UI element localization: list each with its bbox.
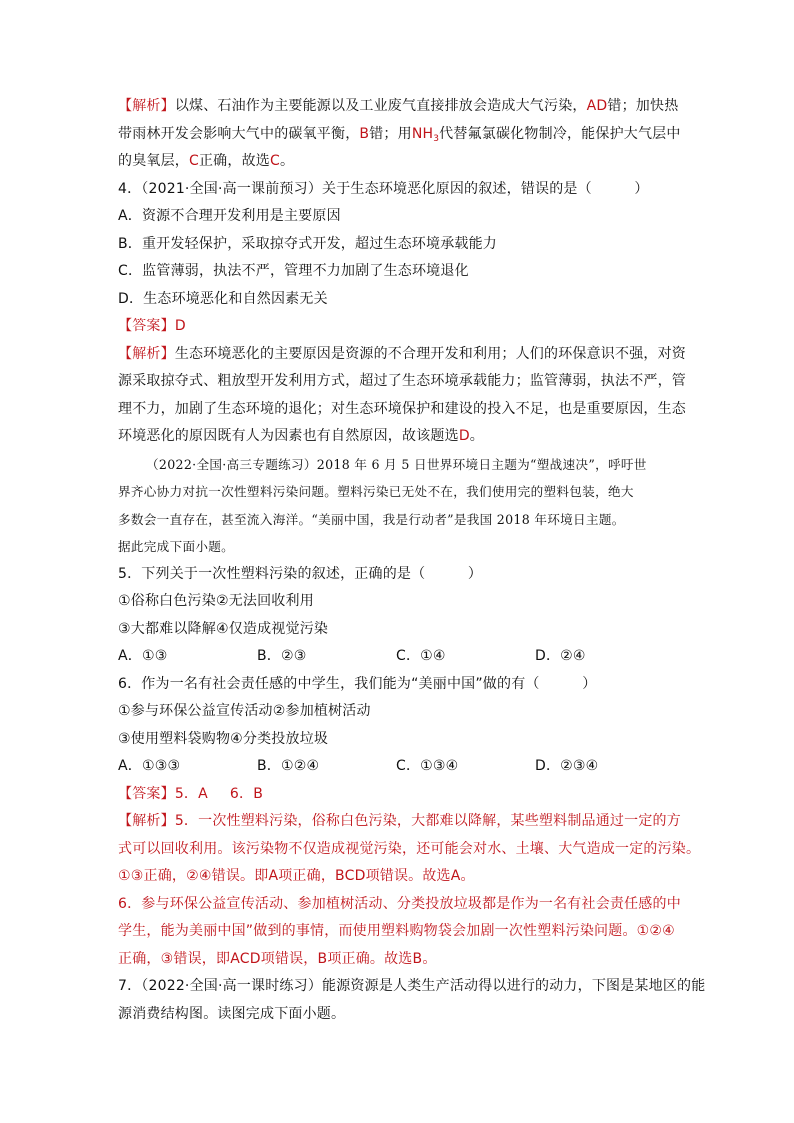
- q6-statements-2: ③使用塑料袋购物④分类投放垃圾: [118, 730, 329, 747]
- q4-option-a: A．资源不合理开发利用是主要原因: [118, 208, 341, 224]
- q6-option-c: C．①③④: [396, 758, 459, 774]
- q5-option-b: B．②③: [257, 648, 307, 664]
- q5-statements-1: ①俗称白色污染②无法回收利用: [118, 593, 314, 609]
- q6-statements-1: ①参与环保公益宣传活动②参加植树活动: [118, 703, 371, 719]
- q5-option-a: A．①③: [118, 648, 168, 664]
- q4-analysis-line-4: 环境恶化的原因既有人为因素也有自然原因，故该题选D。: [118, 428, 484, 444]
- material-line-3: 多数会一直存在，甚至流入海洋。“美丽中国，我是行动者”是我国 2018 年环境日主题。: [118, 511, 625, 527]
- q3-analysis-line-2: 带雨林开发会影响大气中的碳氧平衡，B错；用$NH_3$代替氟氯碳化物制冷，能保护大气层中: [118, 125, 681, 144]
- q5-6-analysis-line-5: 学生，能为美丽中国”做到的事情，而使用塑料购物袋会加剧一次性塑料污染问题。①②④: [118, 923, 675, 939]
- answer-label: 【答案】: [118, 785, 175, 802]
- analysis-label: 【解析】: [118, 345, 175, 362]
- q5-stem: 5．下列关于一次性塑料污染的叙述，正确的是（ ）: [118, 565, 483, 582]
- q6-options: [118, 753, 678, 781]
- q4-option-d: D．生态环境恶化和自然因素无关: [118, 290, 328, 307]
- analysis-label: 【解析】: [118, 98, 175, 114]
- q4-option-c: C．监管薄弱，执法不严，管理不力加剧了生态环境退化: [118, 263, 469, 279]
- q6-option-d: D．②③④: [535, 758, 599, 774]
- q4-analysis-line-2: 源采取掠夺式、粗放型开发利用方式，超过了生态环境承载能力；监管薄弱，执法不严，管: [118, 373, 686, 389]
- q4-stem: 4．（2021·全国·高一课前预习）关于生态环境恶化原因的叙述，错误的是（ ）: [118, 180, 649, 197]
- q7-stem-line-1: 7．（2022·全国·高一课时练习）能源资源是人类生产活动得以进行的动力，下图是某地区的能: [118, 978, 706, 994]
- q5-option-c: C．①④: [396, 648, 446, 664]
- q5-6-analysis-line-4: 6．参与环保公益宣传活动、参加植树活动、分类投放垃圾都是作为一名有社会责任感的中: [118, 895, 681, 912]
- q5-6-analysis-line-3: ①③正确，②④错误。即A项正确，BCD项错误。故选A。: [118, 868, 475, 884]
- q6-option-a: A．①③③: [118, 758, 181, 774]
- q5-statements-2: ③大都难以降解④仅造成视觉污染: [118, 620, 329, 637]
- q5-6-analysis-line-2: 式可以回收利用。该污染物不仅造成视觉污染，还可能会对水、土壤、大气造成一定的污染。: [118, 840, 701, 857]
- q6-option-b: B．①②④: [257, 758, 320, 774]
- q5-6-analysis-line-1: 【解析】5．一次性塑料污染，俗称白色污染，大都难以降解，某些塑料制品通过一定的方: [118, 813, 681, 829]
- q6-stem: 6．作为一名有社会责任感的中学生，我们能为“美丽中国”做的有（ ）: [118, 675, 597, 692]
- material-line-4: 据此完成下面小题。: [118, 539, 235, 554]
- material-line-1: （2022·全国·高三专题练习）2018 年 6 月 5 日世界环境日主题为“塑战速决”，呼吁世: [146, 456, 647, 472]
- q4-option-b: B．重开发轻保护，采取掠夺式开发，超过生态环境承载能力: [118, 235, 498, 252]
- q5-options: [118, 643, 678, 671]
- material-line-2: 界齐心协力对抗一次性塑料污染问题。塑料污染已无处不在，我们使用完的塑料包装，绝大: [118, 484, 634, 499]
- document-page: [118, 93, 706, 1028]
- q4-answer: 【答案】D: [118, 318, 186, 334]
- q5-6-analysis-line-6: 正确，③错误，即ACD项错误，B项正确。故选B。: [118, 950, 437, 967]
- q3-analysis-line-1: 【解析】以煤、石油作为主要能源以及工业废气直接排放会造成大气污染，AD错；加快热: [118, 98, 679, 114]
- q5-option-d: D．②④: [535, 648, 586, 664]
- q4-analysis-line-3: 理不力，加剧了生态环境的退化；对生态环境保护和建设的投入不足，也是重要原因，生态: [118, 400, 686, 417]
- q5-6-answer: 【答案】5．A 6．B: [118, 785, 264, 802]
- answer-label: 【答案】: [118, 318, 175, 334]
- q3-analysis-line-3: 的臭氧层，C正确，故选C。: [118, 153, 295, 169]
- analysis-label: 【解析】: [118, 813, 175, 829]
- q7-stem-line-2: 源消费结构图。读图完成下面小题。: [118, 1005, 346, 1022]
- q4-analysis-line-1: 【解析】生态环境恶化的主要原因是资源的不合理开发和利用；人们的环保意识不强，对资: [118, 345, 687, 362]
